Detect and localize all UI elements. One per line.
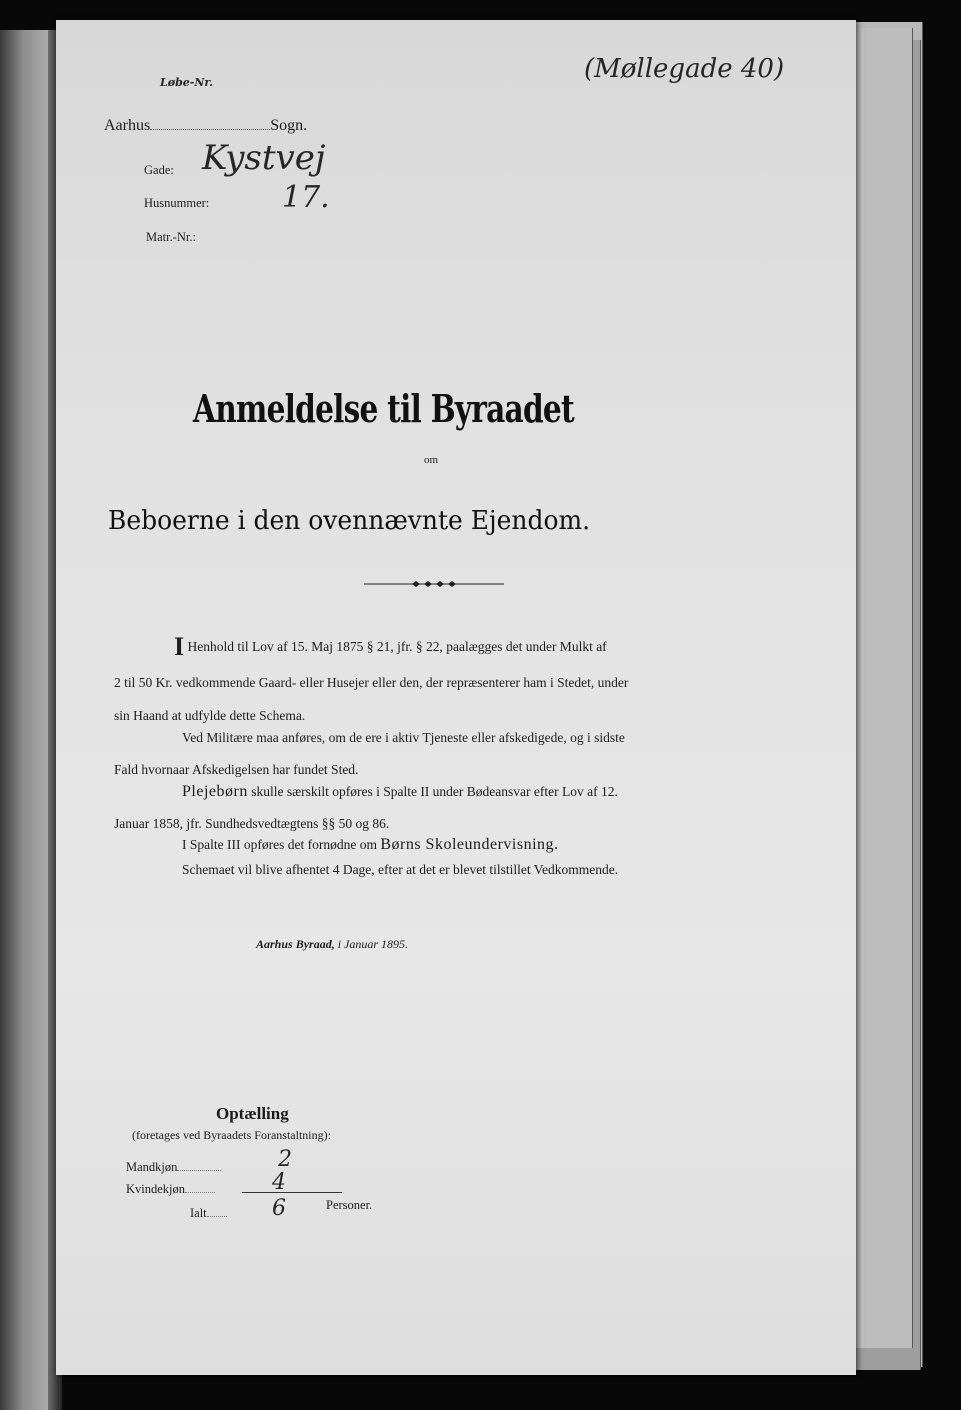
paragraph-text: I Spalte III opføres det fornødne om	[182, 837, 377, 852]
street-value: Kystvej	[202, 138, 326, 178]
paragraph-5: Schemaet vil blive afhentet 4 Dage, efter at det er blevet tilstillet Vedkommende.	[182, 862, 619, 877]
paragraph-3-line-1	[182, 783, 618, 801]
paragraph-text: skulle særskilt opføres i Spalte II under Bødeansvar efter Lov af 12.	[251, 784, 618, 799]
signature-line	[256, 937, 408, 952]
title-connector: om	[424, 454, 439, 466]
count-heading: Optælling	[216, 1104, 289, 1123]
loebe-nr-label: Løbe-Nr.	[160, 76, 213, 89]
document-page	[56, 20, 856, 1375]
paragraph-1-line-3: sin Haand at udfylde dette Schema.	[114, 708, 306, 723]
count-total-row	[190, 1206, 227, 1221]
signature-issuer: Aarhus Byraad,	[256, 937, 335, 951]
count-total-label: Ialt	[190, 1206, 207, 1220]
document-title: Anmeldelse til Byraadet	[193, 386, 574, 431]
count-men-row	[126, 1160, 221, 1175]
count-women-value: 4	[272, 1170, 286, 1195]
matr-label: Matr.-Nr.:	[146, 230, 196, 244]
dotted-leader	[207, 1216, 227, 1217]
count-note: (foretages ved Byraadets Foranstaltning):	[132, 1128, 331, 1142]
paragraph-2-line-1: Ved Militære maa anføres, om de ere i aktiv Tjeneste eller afskedigede, og i sidste	[182, 730, 625, 745]
emphasis-plejeborn: Plejebørn	[182, 783, 248, 800]
paragraph-1-line-2: 2 til 50 Kr. vedkommende Gaard- eller Husejer eller den, der repræsenterer ham i Stedet, under	[114, 675, 629, 690]
sum-rule	[242, 1192, 342, 1193]
count-men-value: 2	[278, 1147, 292, 1172]
paragraph-text: Henhold til Lov af 15. Maj 1875 § 21, jfr. § 22, paalægges det under Mulkt af	[187, 639, 607, 654]
parish-dotted-line	[150, 129, 270, 130]
parish-line	[104, 117, 307, 135]
document-subtitle: Beboerne i den ovennævnte Ejendom.	[108, 506, 591, 536]
parish-prefix: Aarhus	[104, 117, 151, 134]
street-label: Gade:	[144, 163, 174, 177]
paragraph-3-line-2: Januar 1858, jfr. Sundhedsvedtægtens §§ 50 og 86.	[114, 816, 390, 831]
count-women-label: Kvindekjøn	[126, 1182, 186, 1196]
paragraph-2-line-2: Fald hvornaar Afskedigelsen har fundet Sted.	[114, 762, 359, 777]
count-persons-label: Personer.	[326, 1198, 373, 1212]
paragraph-1-line-1	[174, 632, 607, 662]
count-men-label: Mandkjøn	[126, 1160, 178, 1174]
dotted-leader	[185, 1192, 215, 1193]
emphasis-skoleundervisning: Børns Skoleundervisning.	[380, 836, 559, 853]
count-total-value: 6	[272, 1196, 286, 1221]
count-women-row	[126, 1182, 215, 1197]
ornament-divider	[364, 576, 504, 586]
signature-date: i Januar 1895.	[337, 937, 409, 951]
parish-suffix: Sogn.	[270, 117, 308, 134]
drop-initial: I	[174, 632, 185, 661]
page-stack-edge	[850, 28, 913, 1348]
house-number-label: Husnummer:	[144, 196, 210, 210]
paragraph-4	[182, 836, 559, 854]
top-handwritten-note: (Møllegade 40)	[584, 54, 785, 84]
dotted-leader	[177, 1170, 221, 1171]
house-number-value: 17.	[282, 180, 330, 215]
